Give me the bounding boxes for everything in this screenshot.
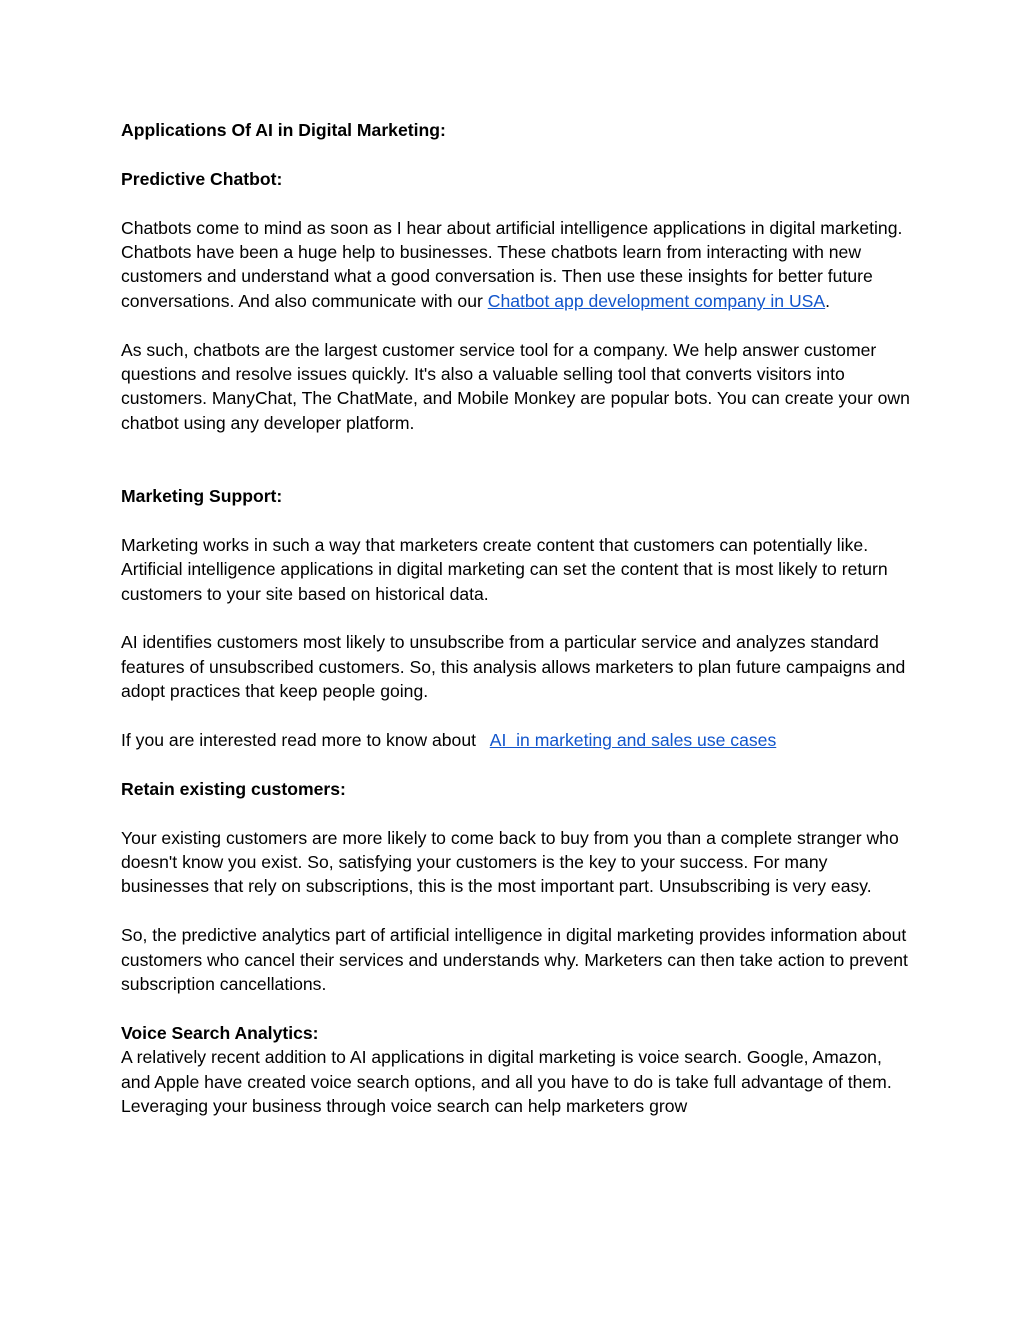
chatbot-company-link[interactable]: Chatbot app development company in USA [487,290,826,311]
paragraph-text-end: . [825,290,831,311]
paragraph-unsubscribe-analysis: AI identifies customers most likely to unsubscribe from a particular service and analyzes standard features of unsubscribed customers. So, this analysis allows marketers to plan future campaigns and adopt practices that keep people going. [121,632,906,702]
paragraph-predictive-analytics: So, the predictive analytics part of artificial intelligence in digital marketing provides information about customers who cancel their services and understands why. Marketers can then take action to prevent subscription cancellations. [121,925,908,995]
paragraph-existing-customers: Your existing customers are more likely to come back to buy from you than a complete stranger who doesn't know you exist. So, satisfying your customers is the key to your success. For many businesses that rely on subscriptions, this is the most important part. Unsubscribing is very easy. [121,827,899,897]
spacer [121,801,911,825]
heading-retain-customers: Retain existing customers: [121,778,346,799]
spacer [121,704,911,728]
spacer [121,191,911,215]
paragraph-chatbot-tools: As such, chatbots are the largest customer service tool for a company. We help answer customer questions and resolve issues quickly. It's also a valuable selling tool that converts visitors into customers. ManyChat, The ChatMate, and Mobile Monkey are popular bots. You can create your own chatbot using any developer platform. [121,339,910,433]
spacer [121,435,911,484]
paragraph-voice-search: A relatively recent addition to AI applications in digital marketing is voice search. Google, Amazon, and Apple have created voice search options, and all you have to do is take full advantage of them. Leveraging your business through voice search can help marketers grow [121,1047,892,1117]
spacer [121,996,911,1020]
paragraph-text: If you are interested read more to know about [121,730,490,751]
heading-marketing-support: Marketing Support: [121,486,283,507]
paragraph-read-more [121,728,911,752]
spacer [121,899,911,923]
spacer [121,752,911,776]
page-title: Applications Of AI in Digital Marketing: [121,120,446,140]
heading-predictive-chatbot: Predictive Chatbot: [121,168,283,189]
spacer [121,606,911,630]
ai-marketing-use-cases-link[interactable]: AI in marketing and sales use cases [489,730,777,751]
paragraph-marketing-content: Marketing works in such a way that marketers create content that customers can potentially like. Artificial intelligence applications in digital marketing can set the content that is most likely to return customers to your site based on historical data. [121,534,888,604]
document-page [121,118,911,1118]
paragraph-chatbot-intro [121,216,911,314]
spacer [121,142,911,166]
paragraph-text: Chatbots come to mind as soon as I hear about artificial intelligence applications in digital marketing. Chatbots have been a huge help to businesses. These chatbots learn from interacting with new customers and understand what a good conversation is. Then use these insights for better future conversations. And also communicate with our [121,217,903,311]
spacer [121,508,911,532]
heading-voice-search: Voice Search Analytics: [121,1022,319,1043]
spacer [121,313,911,337]
